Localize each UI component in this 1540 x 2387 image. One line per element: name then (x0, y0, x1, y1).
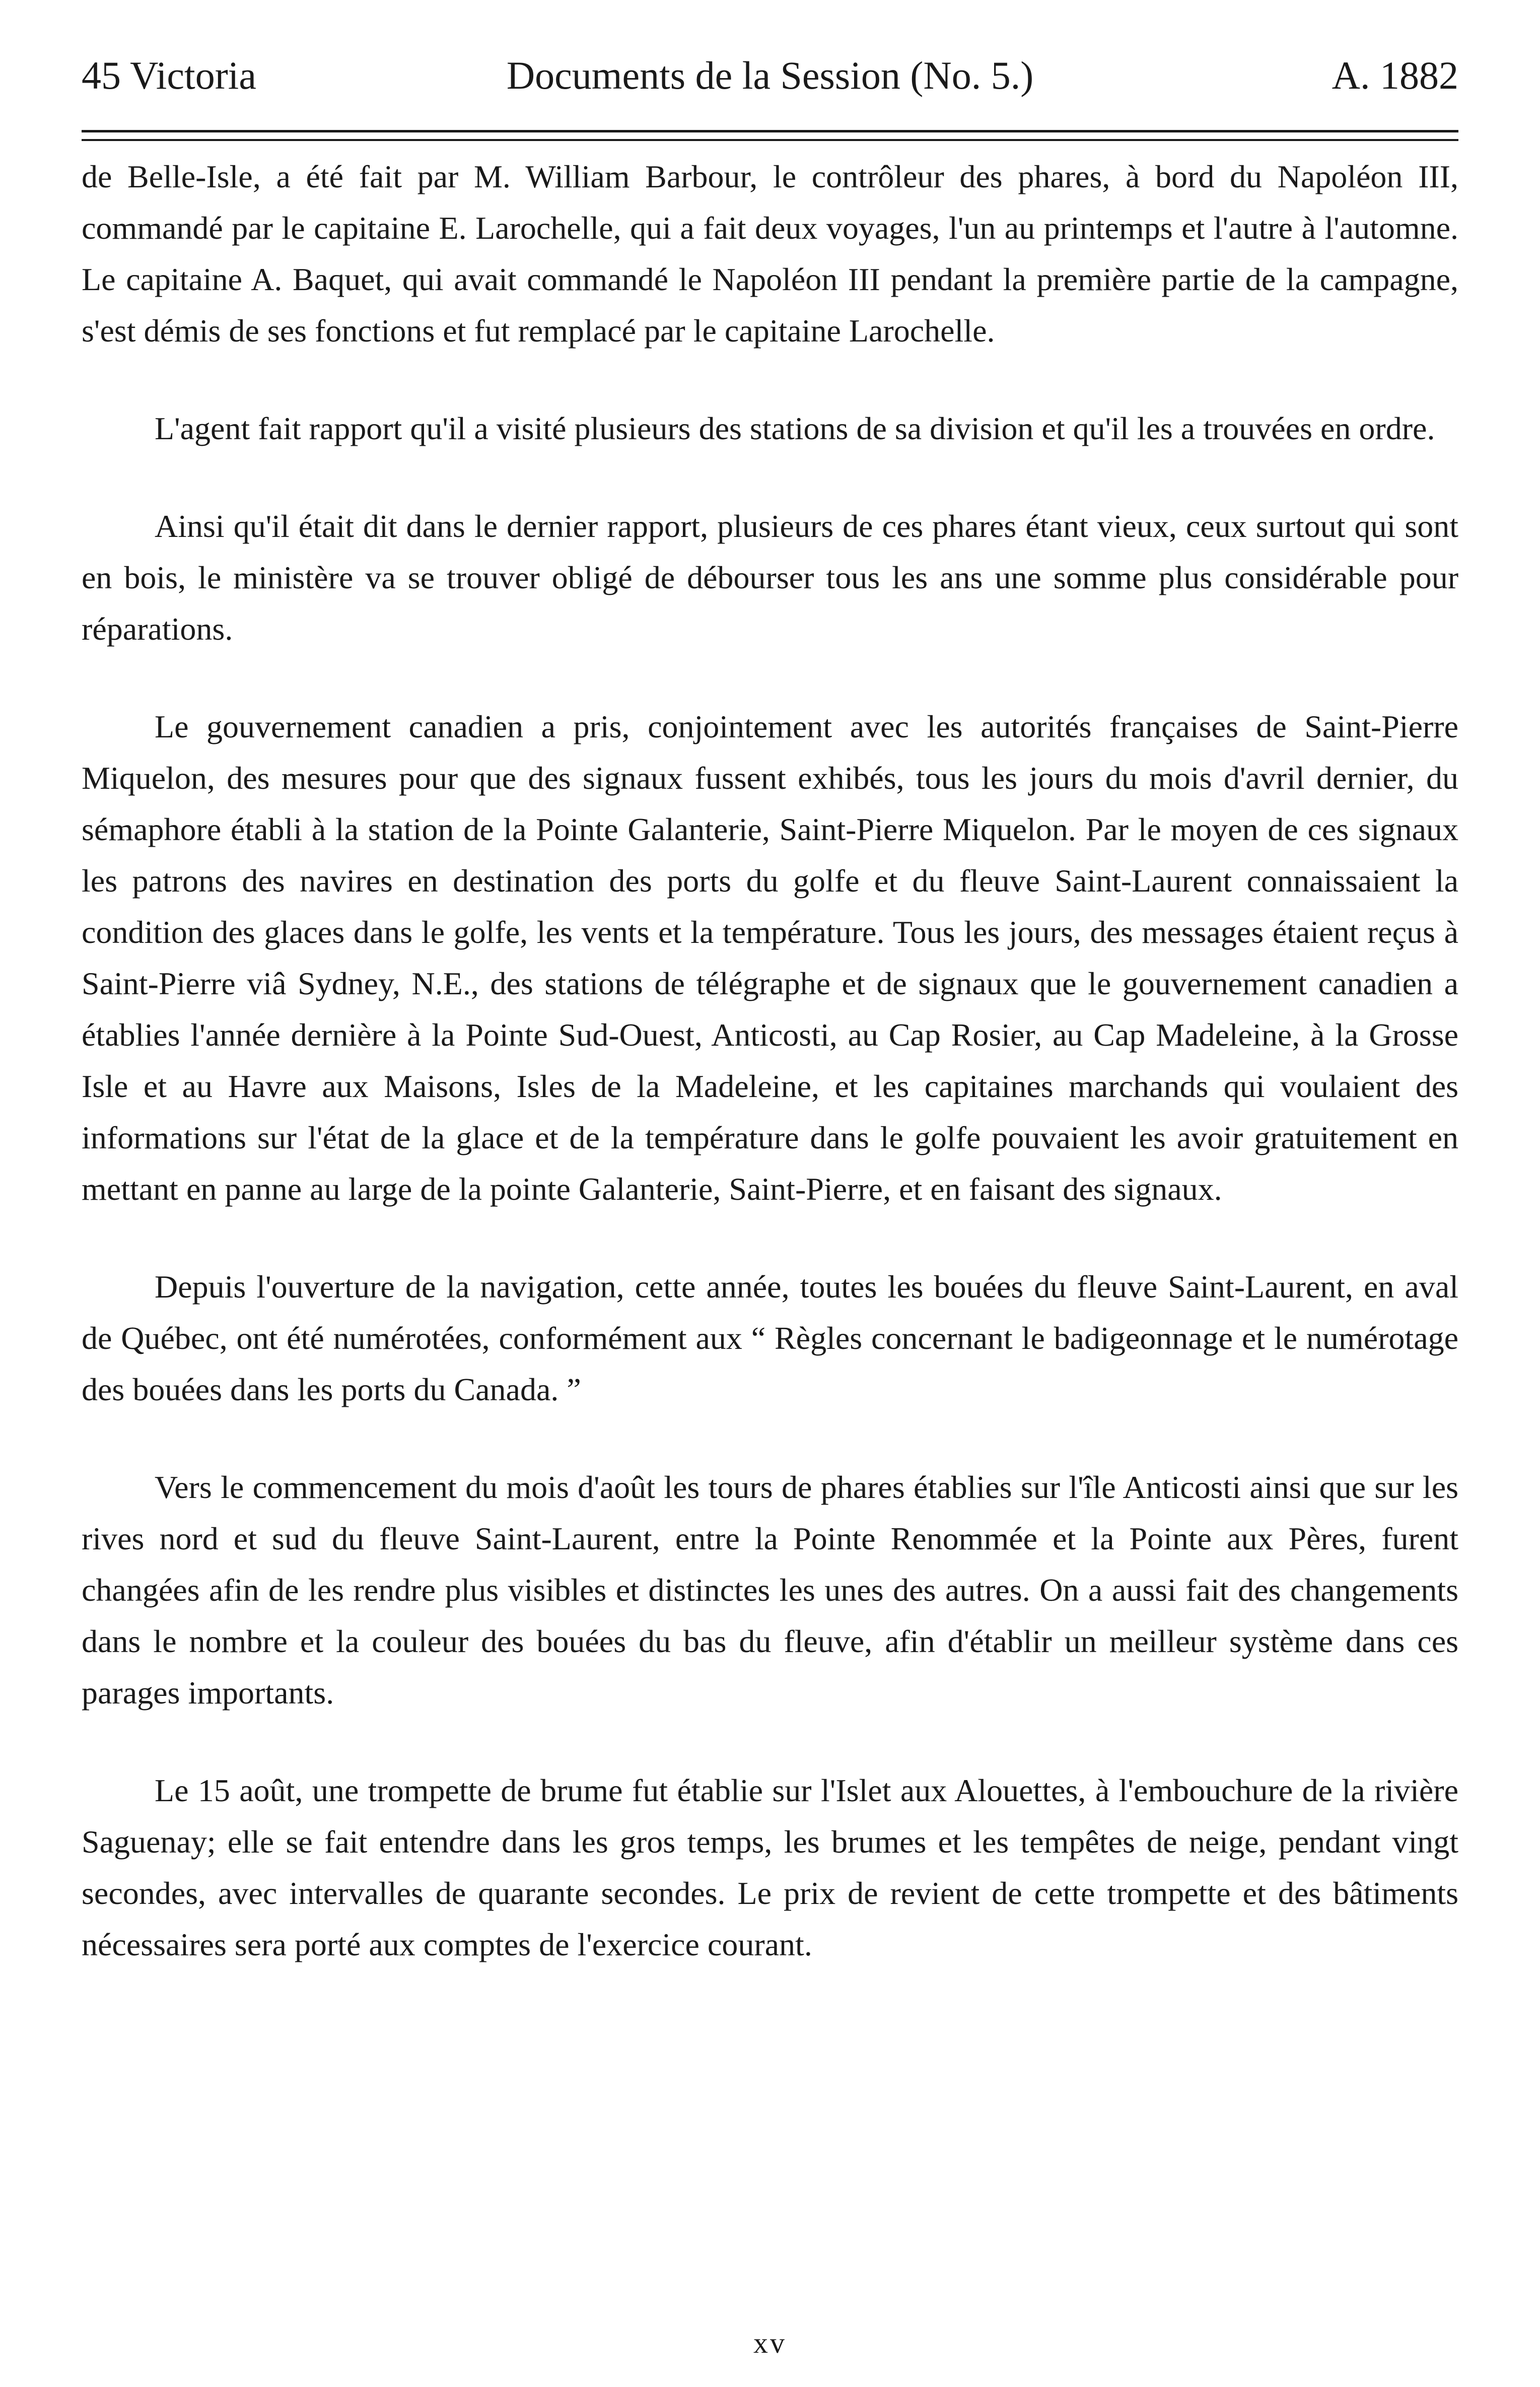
paragraph-towers-changed: Vers le commencement du mois d'août les tours de phares établies sur l'île Anticosti ainsi que sur les rives nord et sud du fleuve Saint-Laurent, entre la Pointe Renommée et la Pointe aux Pères, furent changées afin de les rendre plus visibles et distinctes les unes des autres. On a aussi fait des changements dans le nombre et la couleur des bouées du bas du fleuve, afin d'établir un meilleur système dans ces parages importants. (82, 1469, 1458, 1711)
header-year: A. 1882 (1332, 53, 1458, 97)
paragraph-buoys-numbered: Depuis l'ouverture de la navigation, cette année, toutes les bouées du fleuve Saint-Laurent, en aval de Québec, ont été numérotées, conformément aux “ Règles concernant le badigeonnage et le numérotage des bouées dans les ports du Canada. ” (82, 1269, 1458, 1407)
running-header (82, 48, 1458, 103)
header-rule-thin (82, 139, 1458, 141)
header-session: 45 Victoria (82, 53, 256, 97)
page-body (82, 151, 1458, 2017)
page-number: xv (753, 2327, 787, 2359)
header-document-title: Documents de la Session (No. 5.) (506, 53, 1034, 97)
paragraph-old-lighthouses: Ainsi qu'il était dit dans le dernier rapport, plusieurs de ces phares étant vieux, ceux surtout qui sont en bois, le ministère va se trouver obligé de débourser tous les ans une somme plus considérable pour réparations. (82, 508, 1458, 647)
paragraph-saint-pierre-signals: Le gouvernement canadien a pris, conjointement avec les autorités françaises de Saint-Pierre Miquelon, des mesures pour que des signaux fussent exhibés, tous les jours du mois d'avril dernier, du sémaphore établi à la station de la Pointe Galanterie, Saint-Pierre Miquelon. Par le moyen de ces signaux les patrons des navires en destination des ports du golfe et du fleuve Saint-Laurent connaissaient la condition des glaces dans le golfe, les vents et la température. Tous les jours, des messages étaient reçus à Saint-Pierre viâ Sydney, N.E., des stations de télégraphe et de signaux que le gouvernement canadien a établies l'année dernière à la Pointe Sud-Ouest, Anticosti, au Cap Rosier, au Cap Madeleine, à la Grosse Isle et au Havre aux Maisons, Isles de la Madeleine, et les capitaines marchands qui voulaient des informations sur l'état de la glace et de la température dans le golfe pouvaient les avoir gratuitement en mettant en panne au large de la pointe Galanterie, Saint-Pierre, et en faisant des signaux. (82, 709, 1458, 1207)
paragraph-continuation: de Belle-Isle, a été fait par M. William Barbour, le contrôleur des phares, à bord du Napoléon III, commandé par le capitaine E. Larochelle, qui a fait deux voyages, l'un au printemps et l'autre à l'automne. Le capitaine A. Baquet, qui avait commandé le Napoléon III pendant la première partie de la campagne, s'est démis de ses fonctions et fut remplacé par le capitaine Larochelle. (82, 159, 1458, 349)
paragraph-fog-trumpet: Le 15 août, une trompette de brume fut établie sur l'Islet aux Alouettes, à l'embouchure de la rivière Saguenay; elle se fait entendre dans les gros temps, les brumes et les tempêtes de neige, pendant vingt secondes, avec intervalles de quarante secondes. Le prix de revient de cette trompette et des bâtiments nécessaires sera porté aux comptes de l'exercice courant. (82, 1772, 1458, 1962)
header-rule-thick (82, 130, 1458, 132)
paragraph-agent-report: L'agent fait rapport qu'il a visité plusieurs des stations de sa division et qu'il les a trouvées en ordre. (155, 411, 1435, 446)
